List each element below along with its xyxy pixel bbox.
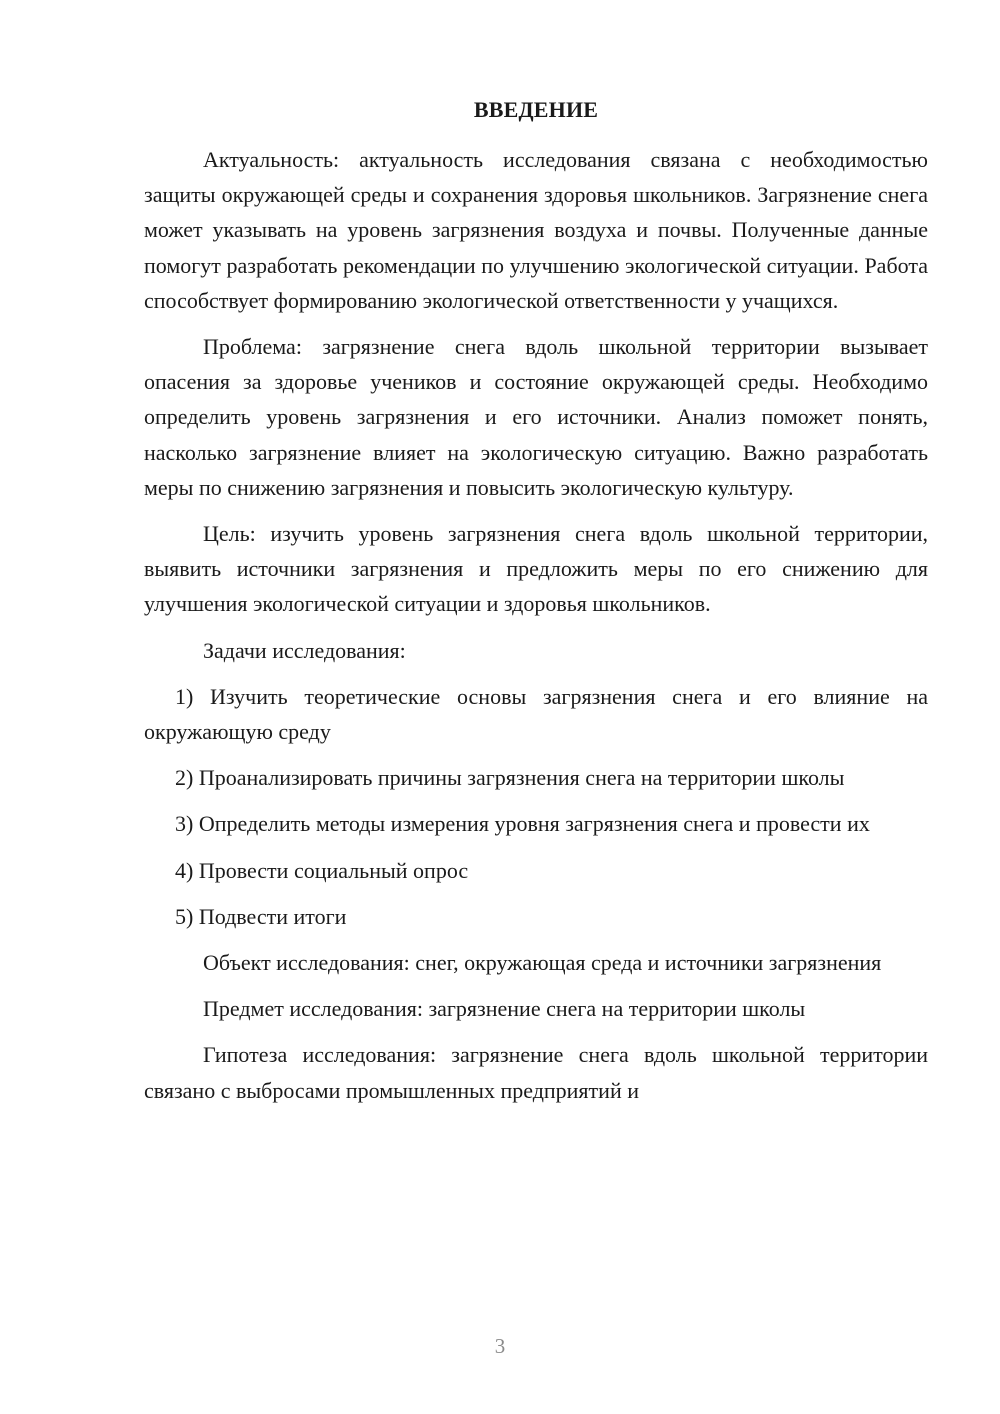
- task-item-1: 1) Изучить теоретические основы загрязнения снега и его влияние на окружающую среду: [144, 683, 928, 745]
- tasks-title: Задачи исследования:: [203, 637, 406, 663]
- task-item-4: 4) Провести социальный опрос: [175, 857, 469, 883]
- hypothesis-paragraph: Гипотеза исследования: загрязнение снега вдоль школьной территории связано с выбросами промышленных предприятий и: [144, 1042, 928, 1103]
- task-item-5: 5) Подвести итоги: [175, 903, 347, 929]
- subject-paragraph: Предмет исследования: загрязнение снега на территории школы: [203, 996, 806, 1022]
- relevance-paragraph: Актуальность: актуальность исследования связана с необходимостью защиты окружающей среды и сохранения здоровья школьников. Загрязнение снега может указывать на уровень загрязнения воздуха и почвы. Полученные данные помогут разработать рекомендации по улучшению экологической ситуации. Работа способствует формированию экологической ответственности у учащихся.: [144, 147, 928, 313]
- problem-paragraph: Проблема: загрязнение снега вдоль школьной территории вызывает опасения за здоровье учеников и состояние окружающей среды. Необходимо определить уровень загрязнения и его источники. Анализ поможет понять, насколько загрязнение влияет на экологическую ситуацию. Важно разработать меры по снижению загрязнения и повысить экологическую культуру.: [144, 334, 928, 500]
- task-item-3: 3) Определить методы измерения уровня загрязнения снега и провести их: [175, 811, 870, 837]
- document-page: [144, 96, 928, 1119]
- object-paragraph: Объект исследования: снег, окружающая среда и источники загрязнения: [203, 950, 882, 976]
- page-number: 3: [494, 1334, 506, 1358]
- goal-paragraph: Цель: изучить уровень загрязнения снега вдоль школьной территории, выявить источники загрязнения и предложить меры по его снижению для улучшения экологической ситуации и здоровья школьников.: [144, 521, 928, 617]
- section-heading: ВВЕДЕНИЕ: [473, 97, 599, 122]
- task-item-2: 2) Проанализировать причины загрязнения снега на территории школы: [175, 765, 845, 791]
